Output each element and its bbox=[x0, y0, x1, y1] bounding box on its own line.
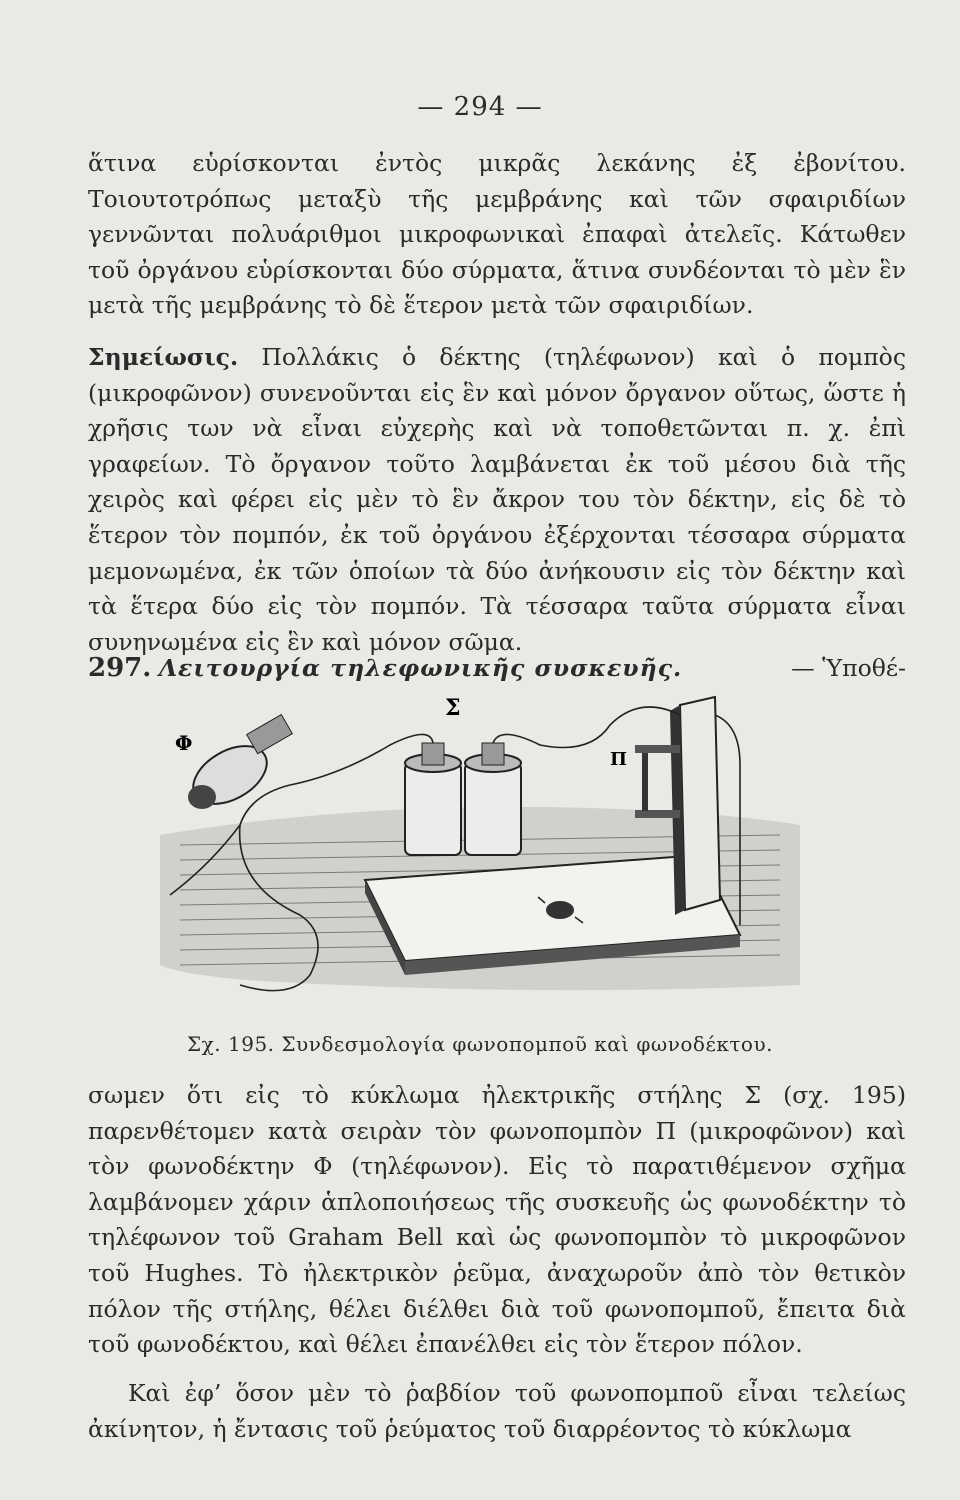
section-title: Λειτουργία τηλεφωνικῆς συσκευῆς. bbox=[158, 654, 683, 682]
paragraph-main: σωμεν ὅτι εἰς τὸ κύκλωμα ἠλεκτρικῆς στήλης Σ (σχ. 195) παρενθέτομεν κατὰ σειρὰν τὸν φωνοπομπὸν Π (μικροφῶνον) καὶ τὸν φωνοδέκτην Φ (τηλέφωνον). Εἰς τὸ παρατιθέμενον σχῆμα λαμβάνομεν χάριν ἁπλοποιήσεως τῆς συσκευῆς ὡς φωνοδέκτην τὸ τηλέφωνον τοῦ Graham Bell καὶ ὡς φωνοπομπὸν τὸ μικροφῶνον τοῦ Hughes. Τὸ ἠλεκτρικὸν ῥεῦμα, ἀναχωροῦν ἀπὸ τὸν θετικὸν πόλον τῆς στήλης, θέλει διέλθει διὰ τοῦ φωνοπομποῦ, ἔπειτα διὰ τοῦ φωνοδέκτου, καὶ θέλει ἐπανέλθει εἰς τὸν ἕτερον πόλον. bbox=[88, 1081, 906, 1359]
figure-caption: Σχ. 195. Συνδεσμολογία φωνοπομποῦ καὶ φωνοδέκτου. bbox=[187, 1032, 773, 1056]
label-phi: Φ bbox=[175, 731, 193, 755]
section-number: 297. bbox=[88, 653, 152, 683]
telephone-circuit-figure bbox=[140, 685, 820, 1005]
section-heading bbox=[88, 651, 906, 687]
page-number: — 294 — bbox=[417, 92, 543, 122]
label-pi: Π bbox=[610, 749, 627, 770]
paragraph-final: Καὶ ἐφ’ ὅσον μὲν τὸ ῥαβδίον τοῦ φωνοπομποῦ εἶναι τελείως ἀκίνητον, ἡ ἔντασις τοῦ ῥεύματος τοῦ διαρρέοντος τὸ κύκλωμα bbox=[88, 1379, 906, 1443]
telephone-receiver bbox=[183, 715, 292, 816]
figure-engraving bbox=[140, 685, 820, 1005]
note-label: Σημείωσις. bbox=[88, 343, 239, 371]
note-text: Πολλάκις ὁ δέκτης (τηλέφωνον) καὶ ὁ πομπὸς (μικροφῶνον) συνενοῦνται εἰς ἓν καὶ μόνον ὄργανον οὕτως, ὥστε ἡ χρῆσις των νὰ εἶναι εὐχερὴς καὶ νὰ τοποθετῶνται π. χ. ἐπὶ γραφείων. Τὸ ὄργανον τοῦτο λαμβάνεται ἐκ τοῦ μέσου διὰ τῆς χειρὸς καὶ φέρει εἰς μὲν τὸ ἓν ἄκρον του τὸν δέκτην, εἰς δὲ τὸ ἕτερον τὸν πομπόν, ἐκ τοῦ ὀργάνου ἐξέρχονται τέσσαρα σύρματα μεμονωμένα, ἐκ τῶν ὁποίων τὰ δύο ἀνήκουσιν εἰς τὸν δέκτην καὶ τὰ ἕτερα δύο εἰς τὸν πομπόν. Τὰ τέσσαρα ταῦτα σύρματα εἶναι συνηνωμένα εἰς ἓν καὶ μόνον σῶμα. bbox=[88, 343, 906, 656]
battery-jar-right bbox=[465, 743, 521, 855]
battery-jar-left bbox=[405, 743, 461, 855]
paragraph-continued: ἅτινα εὑρίσκονται ἐντὸς μικρᾶς λεκάνης ἐξ ἐβονίτου. Τοιουτοτρόπως μεταξὺ τῆς μεμβράνης καὶ τῶν σφαιριδίων γεννῶνται πολυάριθμοι μικροφωνικαὶ ἐπαφαὶ ἀτελεῖς. Κάτωθεν τοῦ ὀργάνου εὑρίσκονται δύο σύρματα, ἅτινα συνδέονται τὸ μὲν ἓν μετὰ τῆς μεμβράνης τὸ δὲ ἕτερον μετὰ τῶν σφαιριδίων. bbox=[88, 149, 906, 320]
note-paragraph bbox=[88, 340, 906, 660]
section-lead: — Ὑποθέ- bbox=[791, 654, 906, 682]
label-sigma: Σ bbox=[445, 695, 461, 721]
